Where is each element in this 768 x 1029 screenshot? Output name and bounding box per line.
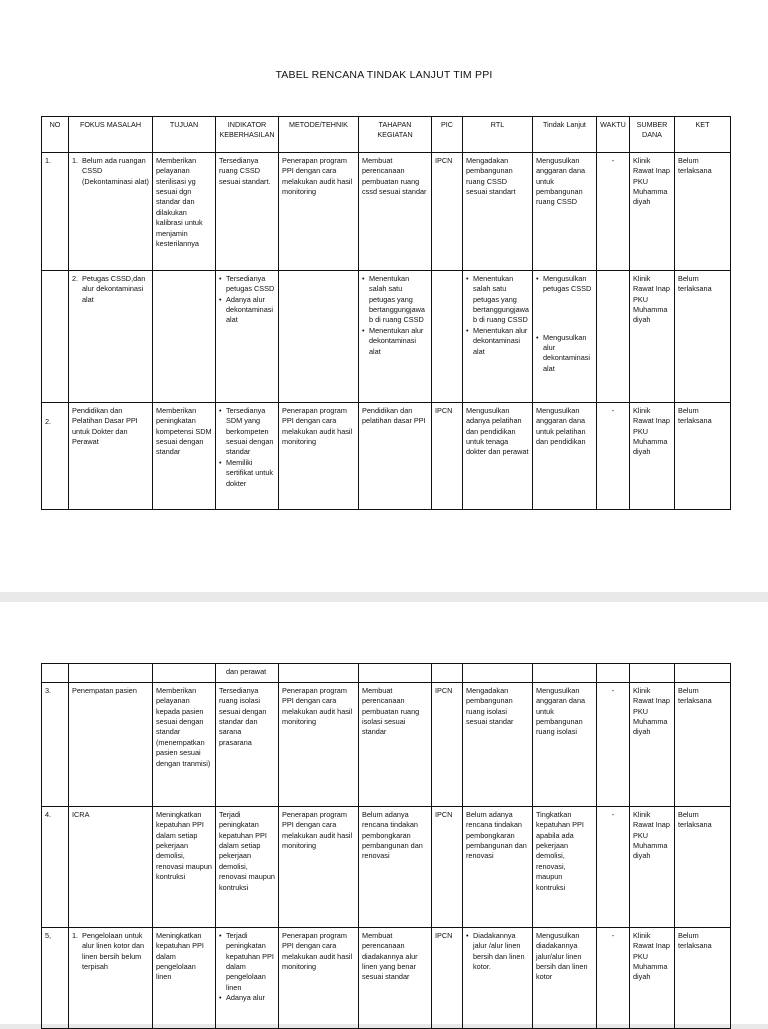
bullet-item: • Mengusulkan alur dekontaminasi alat [543, 333, 593, 374]
cell-indikator [216, 271, 279, 403]
cell-pic: IPCN [432, 683, 463, 807]
header-no: NO [42, 117, 69, 153]
cell-ket: Belum terlaksana [675, 153, 731, 271]
table-row [42, 153, 731, 271]
cell-ket [675, 664, 731, 683]
cell-tindak-lanjut: Tingkatkan kepatuhan PPI apabila ada pekerjaan demolisi, renovasi, maupun kontruksi [533, 807, 597, 928]
item-text: Petugas CSSD,dan alur dekontaminasi alat [82, 274, 146, 304]
cell-rtl [463, 928, 533, 1029]
header-indikator: INDIKATOR KEBERHASILAN [216, 117, 279, 153]
cell-waktu [597, 664, 630, 683]
bullet-item: • Menentukan salah satu petugas yang bertanggungjawab di ruang CSSD [473, 274, 529, 326]
cell-pic: IPCN [432, 807, 463, 928]
cell-no [42, 271, 69, 403]
bullet-item: • Menentukan salah satu petugas yang bertanggungjawab di ruang CSSD [369, 274, 428, 326]
rtl-table-part-2 [41, 663, 731, 1029]
cell-indikator [216, 928, 279, 1029]
header-pic: PIC [432, 117, 463, 153]
table-row [42, 928, 731, 1029]
cell-no: 3. [42, 683, 69, 807]
cell-tahapan: Membuat perencanaan pembuatan ruang isolasi sesuai standar [359, 683, 432, 807]
cell-metode: Penerapan program PPI dengan cara melakukan audit hasil monitoring [279, 807, 359, 928]
cell-pic [432, 664, 463, 683]
cell-tahapan: Membuat perencanaan diadakannya alur linen yang benar sesuai standar [359, 928, 432, 1029]
cell-metode: Penerapan program PPI dengan cara melakukan audit hasil monitoring [279, 403, 359, 510]
header-metode: METODE/TEHNIK [279, 117, 359, 153]
cell-no: 5, [42, 928, 69, 1029]
cell-rtl: Mengadakan pembangunan ruang isolasi sesuai standar [463, 683, 533, 807]
cell-metode: Penerapan program PPI dengan cara melakukan audit hasil monitoring [279, 928, 359, 1029]
bullet-item: • Memiliki sertifikat untuk dokter [226, 458, 275, 489]
cell-tujuan: Meningkatkan kepatuhan PPI dalam pengelolaan linen [153, 928, 216, 1029]
cell-waktu: - [597, 928, 630, 1029]
cell-rtl: Mengadakan pembangunan ruang CSSD sesuai standart [463, 153, 533, 271]
item-number: 1. [72, 931, 79, 940]
cell-sumber-dana: Klinik Rawat Inap PKU Muhammadiyah [630, 928, 675, 1029]
bullet-item: • Adanya alur dekontaminasi alat [226, 295, 275, 326]
cell-sumber-dana: Klinik Rawat Inap PKU Muhammadiyah [630, 271, 675, 403]
cell-sumber-dana: Klinik Rawat Inap PKU Muhammadiyah [630, 807, 675, 928]
cell-ket: Belum terlaksana [675, 928, 731, 1029]
cell-fokus: ICRA [69, 807, 153, 928]
bullet-item: • Menentukan alur dekontaminasi alat [473, 326, 529, 357]
cell-indikator: Tersedianya ruang CSSD sesuai standart. [216, 153, 279, 271]
cell-tujuan: Memberikan pelayanan kepada pasien sesuai dengan standar (menempatkan pasien sesuai dengan tranmisi) [153, 683, 216, 807]
header-rtl: RTL [463, 117, 533, 153]
cell-pic [432, 271, 463, 403]
cell-tujuan [153, 664, 216, 683]
cell-tindak-lanjut [533, 271, 597, 403]
header-sumber-dana: SUMBER DANA [630, 117, 675, 153]
document-page-2 [0, 602, 768, 1024]
cell-tahapan: Pendidikan dan pelatihan dasar PPI [359, 403, 432, 510]
cell-rtl [463, 664, 533, 683]
cell-sumber-dana [630, 664, 675, 683]
cell-metode [279, 664, 359, 683]
cell-fokus [69, 153, 153, 271]
cell-tahapan: Belum adanya rencana tindakan pembongkaran pembangunan dan renovasi [359, 807, 432, 928]
cell-fokus [69, 664, 153, 683]
cell-no: 1. [42, 153, 69, 271]
cell-fokus: Penempatan pasien [69, 683, 153, 807]
header-waktu: WAKTU [597, 117, 630, 153]
cell-fokus [69, 271, 153, 403]
cell-rtl: Belum adanya rencana tindakan pembongkaran pembangunan dan renovasi [463, 807, 533, 928]
cell-metode: Penerapan program PPI dengan cara melakukan audit hasil monitoring [279, 153, 359, 271]
cell-waktu: - [597, 153, 630, 271]
cell-metode [279, 271, 359, 403]
item-number: 2. [72, 274, 79, 283]
cell-rtl [463, 271, 533, 403]
cell-fokus: Pendidikan dan Pelatihan Dasar PPI untuk Dokter dan Perawat [69, 403, 153, 510]
cell-indikator [216, 403, 279, 510]
cell-ket: Belum terlaksana [675, 271, 731, 403]
bullet-item: • Tersedianya SDM yang berkompeten sesuai dengan standar [226, 406, 275, 458]
header-fokus-masalah: FOKUS MASALAH [69, 117, 153, 153]
cell-indikator: dan perawat [216, 664, 279, 683]
cell-metode: Penerapan program PPI dengan cara melakukan audit hasil monitoring [279, 683, 359, 807]
bullet-item: • Tersedianya petugas CSSD [226, 274, 275, 295]
item-text: Belum ada ruangan CSSD (Dekontaminasi alat) [82, 156, 149, 186]
table-row [42, 271, 731, 403]
cell-indikator: Tersedianya ruang isolasi sesuai dengan standar dan sarana prasarana [216, 683, 279, 807]
cell-ket: Belum terlaksana [675, 683, 731, 807]
cell-tujuan: Meningkatkan kepatuhan PPI dalam setiap pekerjaan demolisi, renovasi maupun kontruksi [153, 807, 216, 928]
table-row [42, 807, 731, 928]
header-tahapan: TAHAPAN KEGIATAN [359, 117, 432, 153]
item-text: Pengelolaan untuk alur linen kotor dan linen bersih belum terpisah [82, 931, 145, 972]
cell-tindak-lanjut: Mengusulkan anggaran dana untuk pembangunan ruang CSSD [533, 153, 597, 271]
table-row-continuation [42, 664, 731, 683]
cell-pic: IPCN [432, 403, 463, 510]
cell-indikator: Terjadi peningkatan kepatuhan PPI dalam setiap pekerjaan demolisi, renovasi maupun kontruksi [216, 807, 279, 928]
cell-waktu [597, 271, 630, 403]
cell-tindak-lanjut: Mengusulkan anggaran dana untuk pelatihan dan pendidikan [533, 403, 597, 510]
cell-ket: Belum terlaksana [675, 807, 731, 928]
cell-tindak-lanjut [533, 664, 597, 683]
cell-tahapan [359, 664, 432, 683]
bullet-item: • Menentukan alur dekontaminasi alat [369, 326, 428, 357]
cell-sumber-dana: Klinik Rawat Inap PKU Muhammadiyah [630, 683, 675, 807]
table-row [42, 403, 731, 510]
cell-sumber-dana: Klinik Rawat Inap PKU Muhammadiyah [630, 403, 675, 510]
cell-no: 2. [42, 403, 69, 510]
header-tindak-lanjut: Tindak Lanjut [533, 117, 597, 153]
cell-no [42, 664, 69, 683]
cell-tindak-lanjut: Mengusulkan diadakannya jalur/alur linen bersih dan linen kotor [533, 928, 597, 1029]
table-row [42, 683, 731, 807]
header-ket: KET [675, 117, 731, 153]
cell-fokus [69, 928, 153, 1029]
cell-ket: Belum terlaksana [675, 403, 731, 510]
cell-tindak-lanjut: Mengusulkan anggaran dana untuk pembangunan ruang isolasi [533, 683, 597, 807]
bullet-item: • Diadakannya jalur /alur linen bersih dan linen kotor. [473, 931, 529, 972]
cell-waktu: - [597, 403, 630, 510]
cell-tujuan: Memberikan peningkatan kompetensi SDM sesuai dengan standar [153, 403, 216, 510]
cell-waktu: - [597, 683, 630, 807]
rtl-table-part-1 [41, 116, 731, 510]
document-title: TABEL RENCANA TINDAK LANJUT TIM PPI [275, 69, 493, 81]
cell-tujuan: Memberikan pelayanan sterilisasi yg sesuai dgn standar dan dilakukan kalibrasi untuk menjamin kesterilannya [153, 153, 216, 271]
cell-no: 4. [42, 807, 69, 928]
bullet-item: • Adanya alur [226, 993, 275, 1003]
header-tujuan: TUJUAN [153, 117, 216, 153]
item-number: 1. [72, 156, 79, 165]
cell-waktu: - [597, 807, 630, 928]
cell-tujuan [153, 271, 216, 403]
cell-rtl: Mengusulkan adanya pelatihan dan pendidikan untuk tenaga dokter dan perawat [463, 403, 533, 510]
cell-sumber-dana: Klinik Rawat Inap PKU Muhammadiyah [630, 153, 675, 271]
bullet-item: • Mengusulkan petugas CSSD [543, 274, 593, 295]
cell-pic: IPCN [432, 153, 463, 271]
bullet-item: • Terjadi peningkatan kepatuhan PPI dalam pengelolaan linen [226, 931, 275, 993]
cell-pic: IPCN [432, 928, 463, 1029]
cell-tahapan [359, 271, 432, 403]
cell-tahapan: Membuat perencanaan pembuatan ruang cssd sesuai standar [359, 153, 432, 271]
table-header-row [42, 117, 731, 153]
